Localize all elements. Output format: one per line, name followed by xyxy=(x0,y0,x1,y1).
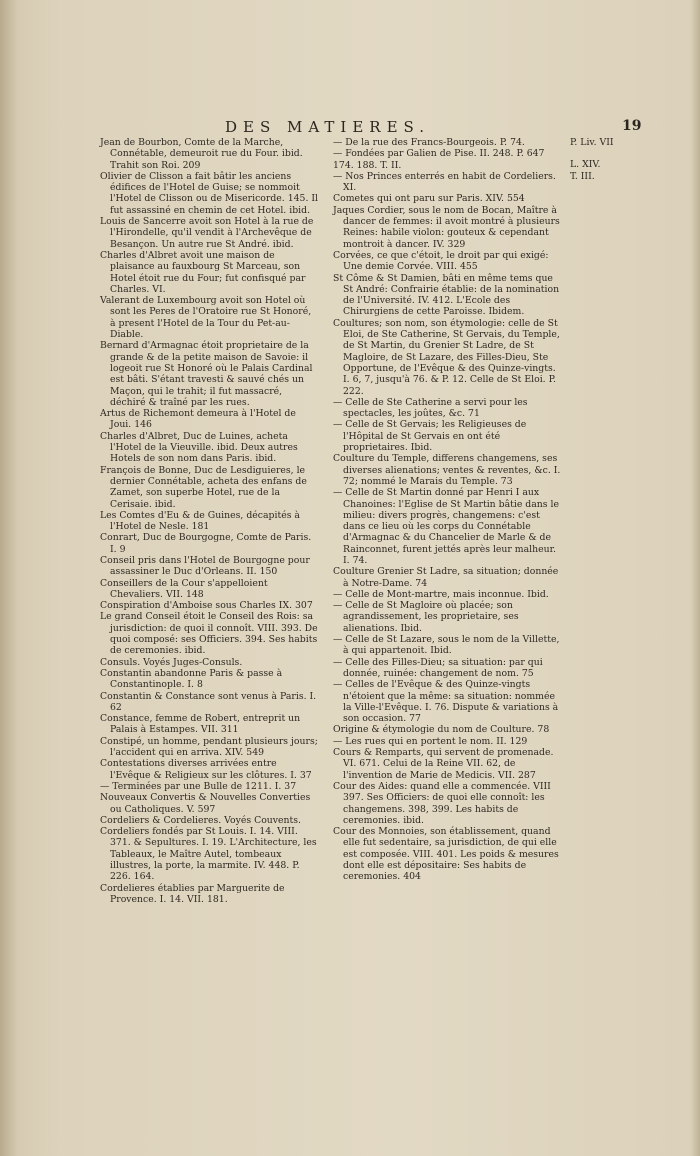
index-entry: Consuls. Voyés Juges-Consuls. xyxy=(100,656,243,668)
index-entry: Corvées, ce que c'étoit, le droit par qui exigé: Une demie Corvée. VIII. 455 xyxy=(333,249,549,273)
index-entry: — Terminées par une Bulle de 1211. I. 37 xyxy=(100,780,297,792)
index-entry: Conrart, Duc de Bourgogne, Comte de Paris. I. 9 xyxy=(100,532,312,555)
index-entry: Charles d'Albret avoit une maison de plaisance au fauxbourg St Marceau, son Hotel étoit rue du Four; fut confisqué par Charles. VI. xyxy=(100,249,306,295)
index-entry: 174. 188. T. II. xyxy=(333,159,402,171)
index-entry: Le grand Conseil étoit le Conseil des Rois: sa jurisdiction: de quoi il connoît. VIII. 393. De quoi composé: ses Officiers. 394. Ses habits de ceremonies. ibid. xyxy=(100,611,318,657)
index-entry: Cours & Remparts, qui servent de promenade. VI. 671. Celui de la Reine VII. 62, de l'invention de Marie de Medicis. VII. 287 xyxy=(333,747,554,781)
index-entry: Cordeliers fondés par St Louis. I. 14. VIII. 371. & Sepultures. I. 19. L'Architecture, les Tableaux, le Maître Autel, tombeaux illustres, la porte, la marmite. IV. 448. P. 226. 164. xyxy=(100,826,317,883)
margin-note: L. XIV. xyxy=(570,159,601,171)
index-entry: Charles d'Albret, Duc de Luines, acheta l'Hotel de la Vieuville. ibid. Deux autres Hotels de son nom dans Paris. ibid. xyxy=(100,430,298,465)
index-entry: — Celle de St Magloire où placée; son agrandissement, les proprietaire, ses alienations. Ibid. xyxy=(333,600,519,634)
index-entry: Coultures; son nom, son étymologie: celle de St Eloi, de Ste Catherine, St Gervais, du Temple, de St Martin, du Grenier St Ladre, de St Magloire, de St Lazare, des Filles-Dieu, Ste Opportune, de l'Evêque & des Quinze-vingts. I. 6, 7, jusqu'à 76. & P. 12. Celle de St Eloi. P. 222. xyxy=(333,317,560,397)
index-entry: — Les rues qui en portent le nom. II. 129 xyxy=(333,735,528,747)
index-entry: Jaques Cordier, sous le nom de Bocan, Maître à dancer de femmes: il avoit montré à plusieurs Reines: habile violon: gouteux & cependant montroit à dancer. IV. 329 xyxy=(333,204,560,250)
index-entry: — Fondées par Galien de Pise. II. 248. P. 647 xyxy=(333,148,545,160)
margin-note: T. III. xyxy=(570,170,595,182)
right-column xyxy=(333,137,563,883)
index-entry: Coulture du Temple, differens changemens, ses diverses alienations; ventes & reventes, &c. I. 72; nommé le Marais du Temple. 73 xyxy=(333,453,561,487)
index-entry: — Celle de St Lazare, sous le nom de la Villette, à qui appartenoit. Ibid. xyxy=(333,634,560,657)
index-entry: — Celle de Ste Catherine a servi pour les spectacles, les joûtes, &c. 71 xyxy=(333,396,528,420)
index-entry: — Celle des Filles-Dieu; sa situation: par qui donnée, ruinée: changement de nom. 75 xyxy=(333,656,543,679)
index-entry: Louis de Sancerre avoit son Hotel à la rue de l'Hirondelle, qu'il vendit à l'Archevêque de Besançon. Un autre rue St André. ibid. xyxy=(100,216,314,250)
index-entry: Conseil pris dans l'Hotel de Bourgogne pour assassiner le Duc d'Orleans. II. 150 xyxy=(100,554,310,578)
index-entry: Coulture Grenier St Ladre, sa situation; donnée à Notre-Dame. 74 xyxy=(333,566,559,589)
index-entry: Origine & étymologie du nom de Coulture. 78 xyxy=(333,724,550,736)
index-entry: Artus de Richemont demeura à l'Hotel de Joui. 146 xyxy=(100,408,296,431)
index-entry: Jean de Bourbon, Comte de la Marche, Connétable, demeuroit rue du Four. ibid. Trahit son Roi. 209 xyxy=(100,137,303,171)
index-entry: St Côme & St Damien, bâti en même tems que St André: Confrairie établie: de la nomination de l'Université. IV. 412. L'Ecole des Chirurgiens de cette Paroisse. Ibidem. xyxy=(333,272,560,318)
index-entry: Conseillers de la Cour s'appelloient Chevaliers. VII. 148 xyxy=(100,577,268,600)
index-entry: — De la rue des Francs-Bourgeois. P. 74. xyxy=(333,137,525,148)
index-entry: Cour des Monnoies, son établissement, quand elle fut sedentaire, sa jurisdiction, de qui elle est composée. VIII. 401. Les poids & mesures dont elle est dépositaire: Ses habits de ceremonies. 404 xyxy=(333,826,559,883)
index-entry: — Nos Princes enterrés en habit de Cordeliers. XI. xyxy=(333,170,556,194)
index-entry: Constantin & Constance sont venus à Paris. I. 62 xyxy=(100,690,317,713)
index-entry: — Celle de Mont-martre, mais inconnue. Ibid. xyxy=(333,588,549,600)
index-entry: Cour des Aides: quand elle a commencée. VIII 397. Ses Officiers: de quoi elle connoît: les changemens. 398, 399. Les habits de ceremonies. ibid. xyxy=(333,780,551,826)
index-entry: — Celle de St Gervais; les Religieuses de l'Hôpital de St Gervais en ont été proprietaires. Ibid. xyxy=(333,419,527,454)
margin-note: P. Liv. VII xyxy=(570,137,614,148)
index-entry: Olivier de Clisson a fait bâtir les anciens édifices de l'Hotel de Guise; se nommoit l'Hotel de Clisson ou de Misericorde. 145. Il fut assassiné en chemin de cet Hotel. ibid. xyxy=(100,170,318,216)
index-entry: — Celles de l'Evêque & des Quinze-vingts n'étoient que la même: sa situation: nommée la Ville-l'Evêque. I. 76. Dispute & variations à son occasion. 77 xyxy=(333,679,559,725)
index-entry: Valerant de Luxembourg avoit son Hotel où sont les Peres de l'Oratoire rue St Honoré, à present l'Hotel de la Tour du Pet-au-Diable. xyxy=(100,295,312,341)
left-column xyxy=(100,137,318,905)
index-entry: Les Comtes d'Eu & de Guines, décapités à l'Hotel de Nesle. 181 xyxy=(100,509,300,533)
index-entry: Cometes qui ont paru sur Paris. XIV. 554 xyxy=(333,193,525,205)
index-entry: Cordelieres établies par Marguerite de Provence. I. 14. VII. 181. xyxy=(100,882,285,905)
index-entry: François de Bonne, Duc de Lesdiguieres, le dernier Connétable, acheta des enfans de Zamet, son superbe Hotel, rue de la Cerisaie. ibid. xyxy=(100,464,307,510)
page-number: 19 xyxy=(622,118,642,134)
index-entry: Constipé, un homme, pendant plusieurs jours; l'accident qui en arriva. XIV. 549 xyxy=(100,735,318,759)
margin-notes xyxy=(570,137,630,182)
index-entry: Bernard d'Armagnac étoit proprietaire de la grande & de la petite maison de Savoie: il logeoit rue St Honoré où le Palais Cardinal est bâti. S'étant travesti & sauvé chés un Maçon, qui le trahit; il fut massacré, déchiré & traîné par les rues. xyxy=(100,340,313,408)
running-header: DES MATIERES. xyxy=(225,118,431,136)
index-entry: Constantin abandonne Paris & passe à Constantinople. I. 8 xyxy=(100,667,283,691)
index-entry: Contestations diverses arrivées entre l'Evêque & Religieux sur les clôtures. I. 37 xyxy=(100,758,312,781)
index-entry: Constance, femme de Robert, entreprit un Palais à Estampes. VII. 311 xyxy=(100,713,301,736)
index-entry: Nouveaux Convertis & Nouvelles Converties ou Catholiques. V. 597 xyxy=(100,792,311,815)
index-entry: — Celle de St Martin donné par Henri I aux Chanoines: l'Eglise de St Martin bâtie dans le milieu: divers progrès, changemens: c'est dans ce lieu où les corps du Connétable d'Armagnac & du Chancelier de Marle & de Rainconnet, furent jettés après leur malheur. I. 74. xyxy=(333,487,559,566)
index-entry: Cordeliers & Cordelieres. Voyés Couvents. xyxy=(100,814,301,826)
index-entry: Conspiration d'Amboise sous Charles IX. 307 xyxy=(100,600,313,612)
